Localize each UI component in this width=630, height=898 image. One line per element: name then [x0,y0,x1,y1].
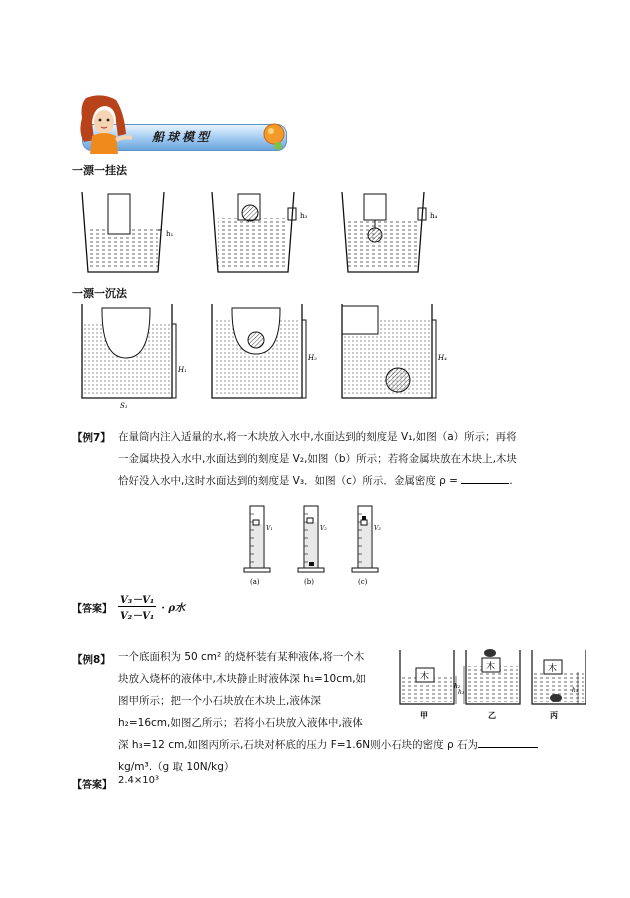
label-h1: h₁ [166,230,174,238]
example8-answer: 2.4×10³ [118,775,160,786]
answer-rho: · ρ水 [161,603,185,614]
example7-label: 【例7】 [72,432,111,444]
example7-answer-label: 【答案】 [72,604,112,615]
example8-line5-text: 深 h₃=12 cm,如图丙所示,石块对杯底的压力 F=1.6N则小石块的密度 ρ 石为 [118,739,478,751]
example8-line4: h₂=16cm,如图乙所示；若将小石块放入液体中,液体 [118,717,363,729]
wood-label-yi: 木 [486,662,496,672]
figure-cylinders [236,500,386,590]
section-sink-heading: 一漂一沉法 [72,287,127,300]
answer-numerator: V₃－V₁ [118,591,156,607]
cylinder-c [352,506,381,586]
answer-blank [461,471,509,484]
example8-line1: 一个底面积为 50 cm² 的烧杯装有某种液体,将一个木 [118,651,365,663]
label-h4: h₄ [430,212,438,220]
caption-jia: 甲 [420,710,428,720]
label-H1: H₁ [178,366,187,374]
answer-blank-density [478,735,538,748]
beaker-yi [454,649,520,720]
label-h2-yi: h₂ [454,683,461,690]
caption-a: (a) [250,578,260,586]
figure-hang-method [72,184,452,280]
example7-line2: 一金属块投入水中,水面达到的刻度是 V₂,如图（b）所示；若将金属块放在木块上,木块 [118,453,517,465]
label-h3: h₃ [300,212,308,220]
example8-line5 [118,734,588,756]
beaker-bing [532,650,586,720]
label-S1: S₁ [120,402,128,410]
example7-answer [118,591,185,622]
example7-line3-text: 恰好没入水中,这时水面达到的刻度是 V₃．如图（c）所示．金属密度 ρ = [118,475,458,487]
figure-sink-method [72,300,452,410]
cylinder-b [298,506,327,586]
beaker-3 [342,192,438,272]
example8-answer-label: 【答案】 [72,780,112,791]
example8-label: 【例8】 [72,654,111,666]
wood-label-jia: 木 [420,672,430,682]
answer-fraction [118,591,156,622]
label-V2: V₂ [320,525,327,532]
label-H4: H₄ [438,354,447,362]
wood-label-bing: 木 [548,664,558,674]
example8-line2: 块放入烧杯的液体中,木块静止时液体深 h₁=10cm,如 [118,673,367,685]
banner-title: 船球模型 [152,130,213,144]
label-V3: V₃ [374,525,381,532]
example7-text [118,426,568,492]
example7-line3-end: . [509,475,513,487]
caption-c: (c) [358,578,368,586]
label-H2: H₂ [308,354,317,362]
tank-2 [212,304,317,398]
globe-icon [262,122,288,152]
cylinder-a [244,506,273,586]
caption-b: (b) [304,578,314,586]
cartoon-girl-icon [72,92,132,154]
section-banner [72,92,287,154]
label-h1-jia: h₁ [458,689,465,696]
caption-bing: 丙 [550,710,558,720]
tank-3 [342,304,447,398]
beaker-1 [82,192,174,272]
example8-line6: kg/m³.（g 取 10N/kg） [118,761,235,773]
tank-1 [82,304,187,410]
example7-line3 [118,470,568,492]
beaker-2 [212,192,308,272]
example8-line3: 图甲所示；把一个小石块放在木块上,液体深 [118,695,321,707]
label-V1: V₁ [266,525,273,532]
figure-beakers-jia-yi-bing [396,644,586,722]
answer-denominator: V₂－V₁ [120,611,155,622]
example7-line1: 在量筒内注入适量的水,将一木块放入水中,水面达到的刻度是 V₁,如图（a）所示；再将 [118,431,517,443]
label-h3-bing: h₃ [572,687,579,694]
section-hang-heading: 一漂一挂法 [72,164,127,177]
caption-yi: 乙 [488,710,496,720]
